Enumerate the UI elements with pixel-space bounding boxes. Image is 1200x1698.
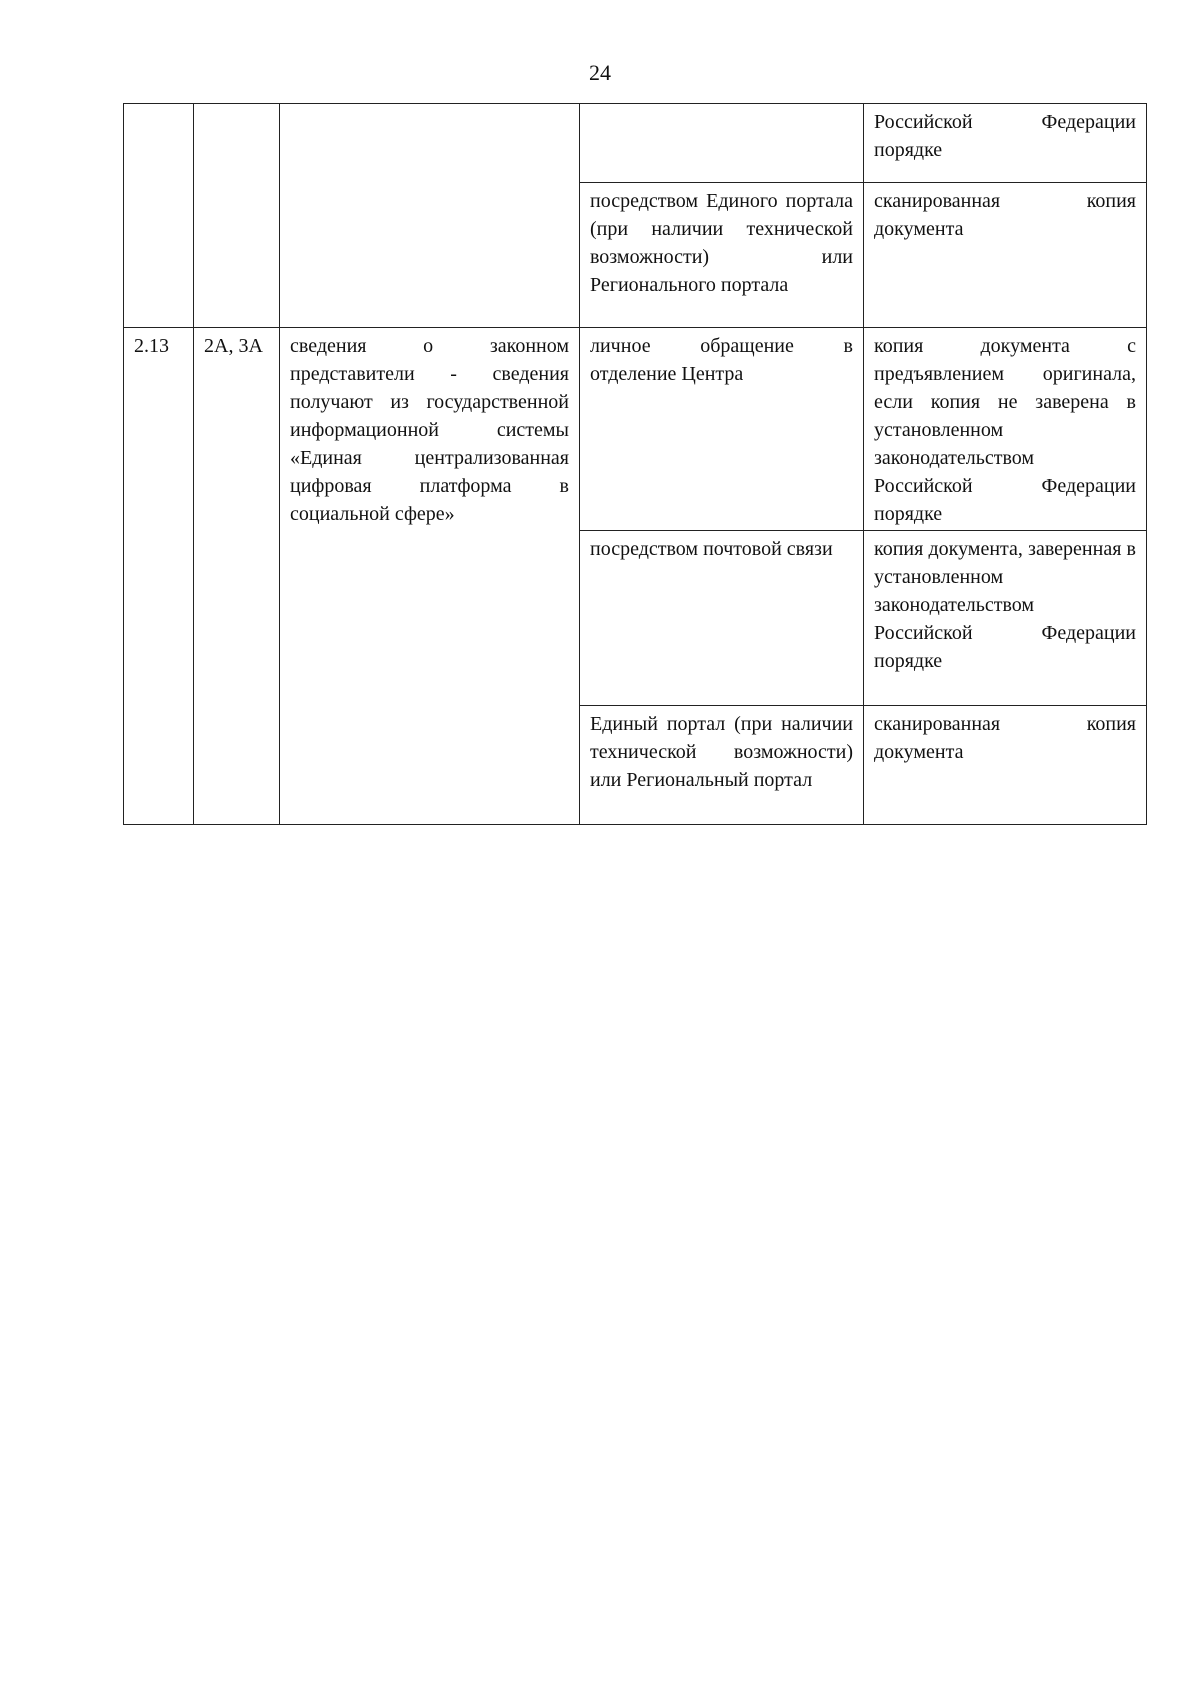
cell-method: личное обращение в отделение Центра [580,328,864,531]
cell-category-continued [194,104,280,328]
cell-method: посредством Единого портала (при наличии технической возможности) или Регионального портала [580,183,864,328]
cell-category: 2А, 3А [194,328,280,825]
cell-document: Российской Федерации порядке [864,104,1147,183]
cell-num: 2.13 [124,328,194,825]
cell-document: сканированная копия документа [864,183,1147,328]
cell-method: посредством почтовой связи [580,531,864,706]
cell-document: сканированная копия документа [864,706,1147,825]
cell-document: копия документа, заверенная в установленном законодательством Российской Федерации порядке [864,531,1147,706]
table-row [124,328,1147,531]
documents-table [123,103,1147,825]
cell-description-continued [280,104,580,328]
page-number: 24 [589,60,611,85]
cell-document: копия документа с предъявлением оригинала, если копия не заверена в установленном законодательством Российской Федерации порядке [864,328,1147,531]
cell-description: сведения о законном представители - сведения получают из государственной информационной системы «Единая централизованная цифровая платформа в социальной сфере» [280,328,580,825]
cell-method [580,104,864,183]
cell-method: Единый портал (при наличии технической возможности) или Региональный портал [580,706,864,825]
table-row [124,104,1147,183]
cell-num-continued [124,104,194,328]
